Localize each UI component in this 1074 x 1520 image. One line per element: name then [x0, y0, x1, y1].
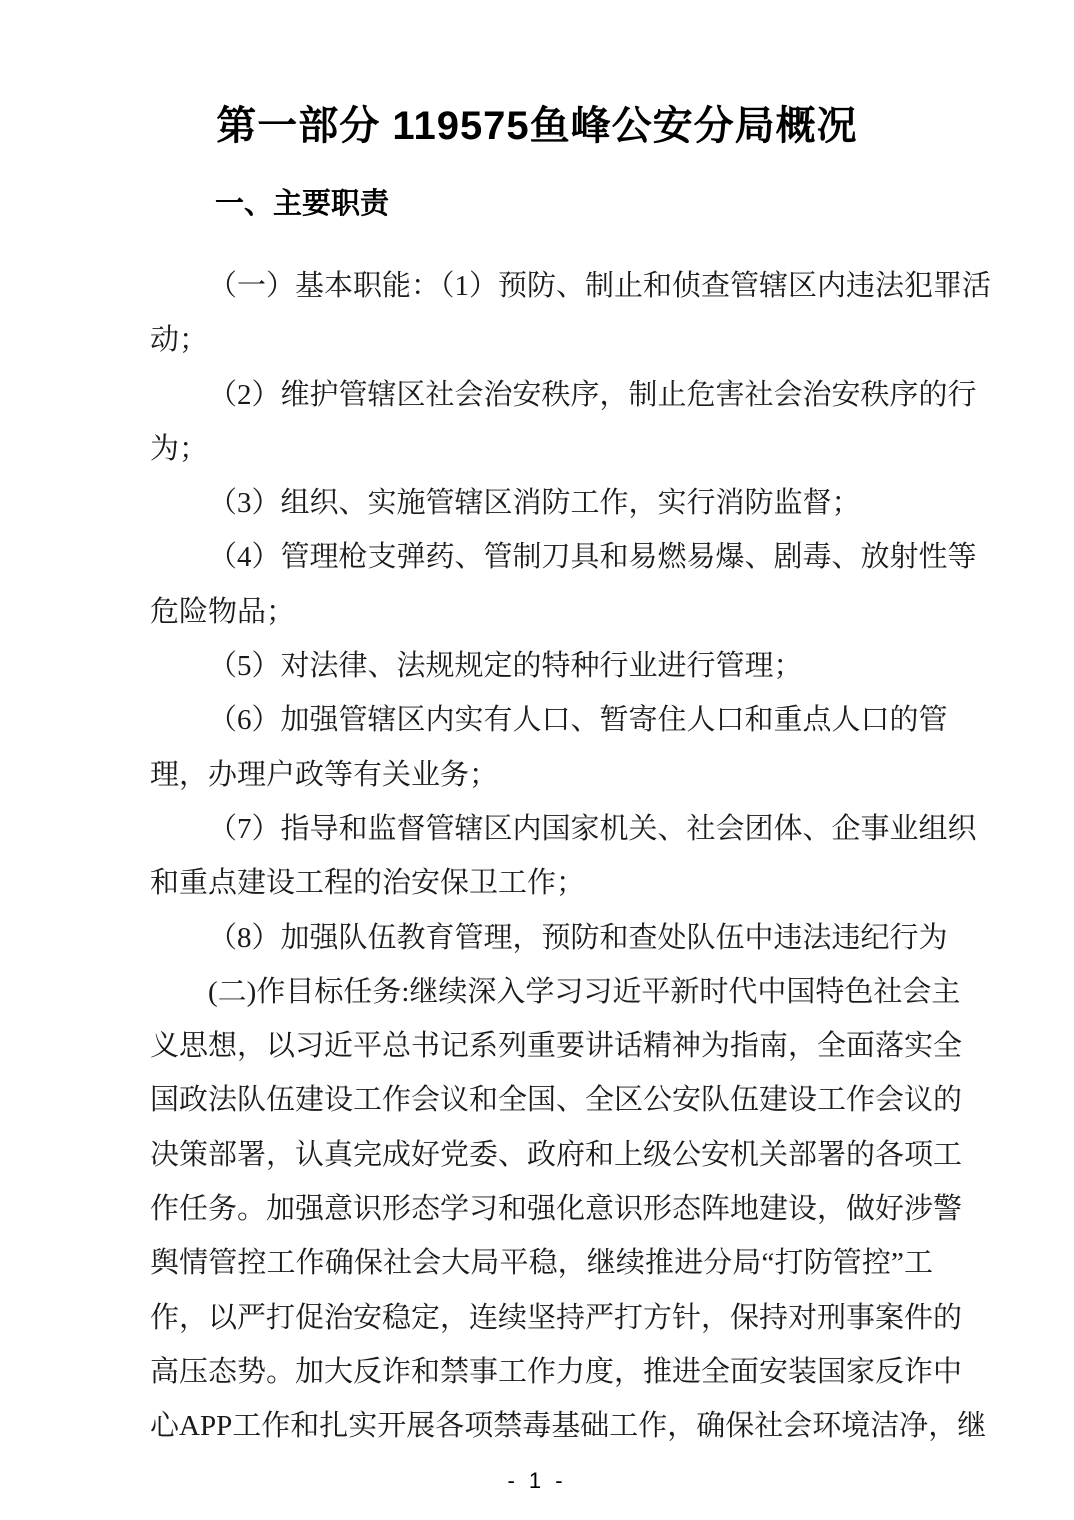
page-title: 第一部分 119575鱼峰公安分局概况	[216, 104, 858, 148]
text-line: 舆情管控工作确保社会大局平稳，继续推进分局“打防管控”工	[150, 1247, 933, 1280]
text-line: 动；	[150, 324, 209, 357]
text-line: （一）基本职能：（1）预防、制止和侦查管辖区内违法犯罪活	[208, 270, 992, 302]
text-line: 高压态势。加大反诈和禁事工作力度，推进全面安装国家反诈中	[150, 1355, 963, 1388]
text-line: （4）管理枪支弹药、管制刀具和易燃易爆、剧毒、放射性等	[208, 541, 977, 574]
text-line: 为；	[150, 432, 209, 465]
page-number: - 1 -	[507, 1468, 567, 1493]
text-line: 危险物品；	[150, 595, 296, 628]
document-body	[150, 259, 992, 1454]
text-line: （8）加强队伍教育管理，预防和查处队伍中违法违纪行为	[208, 921, 948, 954]
text-line: （6）加强管辖区内实有人口、暂寄住人口和重点人口的管	[208, 704, 948, 737]
text-line: (二)作目标任务:继续深入学习习近平新时代中国特色社会主	[208, 975, 961, 1008]
text-line: 作，以严打促治安稳定，连续坚持严打方针，保持对刑事案件的	[150, 1301, 963, 1334]
text-line: 和重点建设工程的治安保卫工作；	[150, 867, 586, 900]
text-line: （3）组织、实施管辖区消防工作，实行消防监督；	[208, 487, 861, 520]
text-line: 义思想，以习近平总书记系列重要讲话精神为指南，全面落实全	[150, 1030, 963, 1063]
text-line: （5）对法律、法规规定的特种行业进行管理；	[208, 650, 803, 683]
text-line: 作任务。加强意识形态学习和强化意识形态阵地建设，做好涉警	[150, 1193, 963, 1226]
text-line: 决策部署，认真完成好党委、政府和上级公安机关部署的各项工	[150, 1138, 963, 1171]
section-heading: 一、主要职责	[215, 188, 390, 220]
text-line: （7）指导和监督管辖区内国家机关、社会团体、企事业组织	[208, 812, 977, 845]
text-line: 理，办理户政等有关业务；	[150, 758, 499, 791]
text-line: 心APP工作和扎实开展各项禁毒基础工作，确保社会环境洁净，继	[150, 1410, 987, 1443]
text-line: 国政法队伍建设工作会议和全国、全区公安队伍建设工作会议的	[150, 1084, 963, 1117]
text-line: （2）维护管辖区社会治安秩序，制止危害社会治安秩序的行	[208, 378, 977, 411]
